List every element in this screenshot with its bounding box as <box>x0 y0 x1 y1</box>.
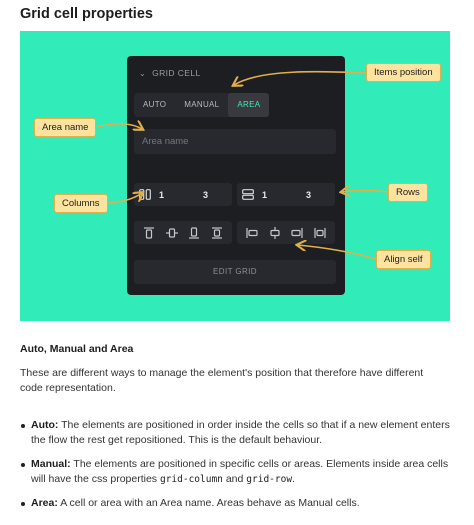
callout-align-self: Align self <box>376 250 431 269</box>
align-bottom-icon[interactable] <box>186 225 202 241</box>
term-manual: Manual: <box>31 458 71 470</box>
callout-columns: Columns <box>54 194 108 213</box>
position-mode-tabs <box>134 93 269 117</box>
columns-end-value[interactable]: 3 <box>202 189 208 200</box>
callout-rows: Rows <box>388 183 428 202</box>
mode-list <box>20 418 450 520</box>
align-left-icon[interactable] <box>244 225 260 241</box>
panel-header[interactable] <box>139 68 201 78</box>
code-grid-row: grid-row <box>246 474 293 485</box>
rows-start-value[interactable]: 1 <box>262 189 268 200</box>
columns-stepper[interactable] <box>134 183 232 206</box>
desc-area: A cell or area with an Area name. Areas behave as Manual cells. <box>60 497 360 509</box>
desc-auto: The elements are positioned in order inside the cells so that if a new element enters the flow the rest get repositioned. This is the default behaviour. <box>31 419 450 446</box>
rows-icon <box>237 189 259 200</box>
tab-manual[interactable]: MANUAL <box>184 100 220 109</box>
chevron-down-icon[interactable]: ⌄ <box>139 68 147 78</box>
code-grid-column: grid-column <box>159 474 223 485</box>
rows-end-value[interactable]: 3 <box>305 189 311 200</box>
vertical-align-group <box>134 221 232 244</box>
edit-grid-button[interactable]: EDIT GRID <box>134 260 336 284</box>
desc-manual-end: . <box>292 473 295 485</box>
section-title: Auto, Manual and Area <box>20 343 134 355</box>
tab-area[interactable]: AREA <box>228 93 269 117</box>
desc-manual: The elements are positioned in specific cells or areas. Elements inside area cells will have the css properties <box>31 458 449 485</box>
list-item-area <box>20 496 450 511</box>
page-title: Grid cell properties <box>20 6 153 22</box>
align-top-icon[interactable] <box>141 225 157 241</box>
columns-start-value[interactable]: 1 <box>159 189 165 200</box>
section-intro: These are different ways to manage the element's position that therefore have different code representation. <box>20 367 424 394</box>
figure-illustration <box>20 31 450 321</box>
callout-area-name: Area name <box>34 118 96 137</box>
columns-icon <box>134 189 156 200</box>
desc-manual-and: and <box>225 473 244 485</box>
term-area: Area: <box>31 497 58 509</box>
list-item-manual <box>20 457 450 487</box>
tab-auto[interactable]: AUTO <box>143 100 167 109</box>
align-stretch-horizontal-icon[interactable] <box>312 225 328 241</box>
term-auto: Auto: <box>31 419 59 431</box>
align-center-horizontal-icon[interactable] <box>267 225 283 241</box>
grid-cell-panel <box>127 56 345 295</box>
align-right-icon[interactable] <box>289 225 305 241</box>
horizontal-align-group <box>237 221 335 244</box>
rows-stepper[interactable] <box>237 183 335 206</box>
area-name-input[interactable] <box>134 129 336 154</box>
panel-header-label: GRID CELL <box>152 68 201 78</box>
align-stretch-vertical-icon[interactable] <box>209 225 225 241</box>
list-item-auto <box>20 418 450 448</box>
align-center-vertical-icon[interactable] <box>164 225 180 241</box>
callout-items-position: Items position <box>366 63 441 82</box>
